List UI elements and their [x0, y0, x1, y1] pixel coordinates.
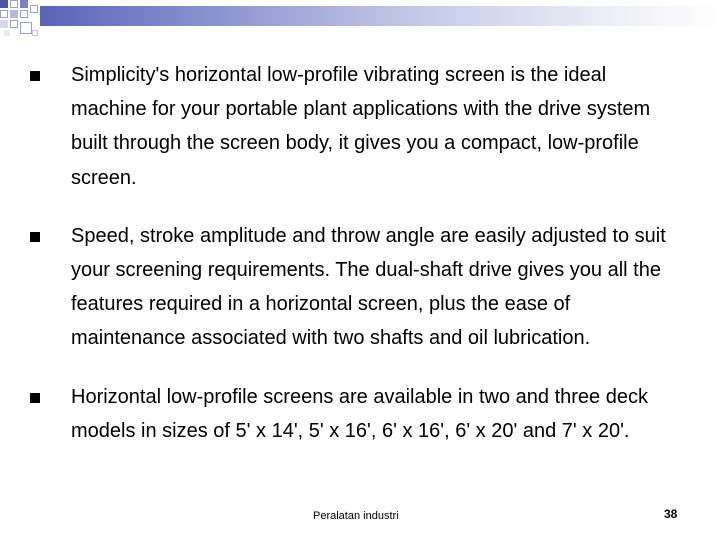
square-bullet-icon	[30, 232, 40, 242]
footer-label: Peralatan industri	[313, 510, 399, 522]
decorative-square	[0, 20, 8, 28]
decorative-square	[32, 30, 38, 36]
decorative-square	[30, 5, 38, 13]
header-decoration	[0, 0, 720, 44]
header-gradient-bar	[40, 6, 720, 26]
page-number: 38	[664, 507, 678, 521]
bullet-item	[30, 58, 680, 195]
bullet-item	[30, 380, 680, 448]
bullet-text: Speed, stroke amplitude and throw angle are easily adjusted to suit your screening requirements. The dual-shaft drive gives you all the features required in a horizontal screen, plus the ease of maintenance associated with two shafts and oil lubrication.	[71, 224, 666, 350]
decorative-square	[0, 0, 8, 8]
decorative-square	[20, 0, 28, 8]
bullet-text: Horizontal low-profile screens are available in two and three deck models in sizes of 5' x 14', 5' x 16', 6' x 16', 6' x 20' and 7' x 20'.	[71, 385, 648, 442]
decorative-square	[20, 22, 32, 34]
decorative-square	[10, 0, 18, 8]
decorative-square	[10, 10, 18, 18]
decorative-square	[10, 20, 18, 28]
square-bullet-icon	[30, 393, 40, 403]
decorative-square	[0, 10, 8, 18]
decorative-square	[20, 10, 28, 18]
bullet-item	[30, 219, 680, 356]
bullet-text: Simplicity's horizontal low-profile vibrating screen is the ideal machine for your portable plant applications with the drive system built through the screen body, it gives you a compact, low-profile screen.	[71, 64, 651, 189]
square-bullet-icon	[30, 71, 40, 81]
bullet-list	[30, 58, 680, 472]
decorative-square	[4, 30, 10, 36]
